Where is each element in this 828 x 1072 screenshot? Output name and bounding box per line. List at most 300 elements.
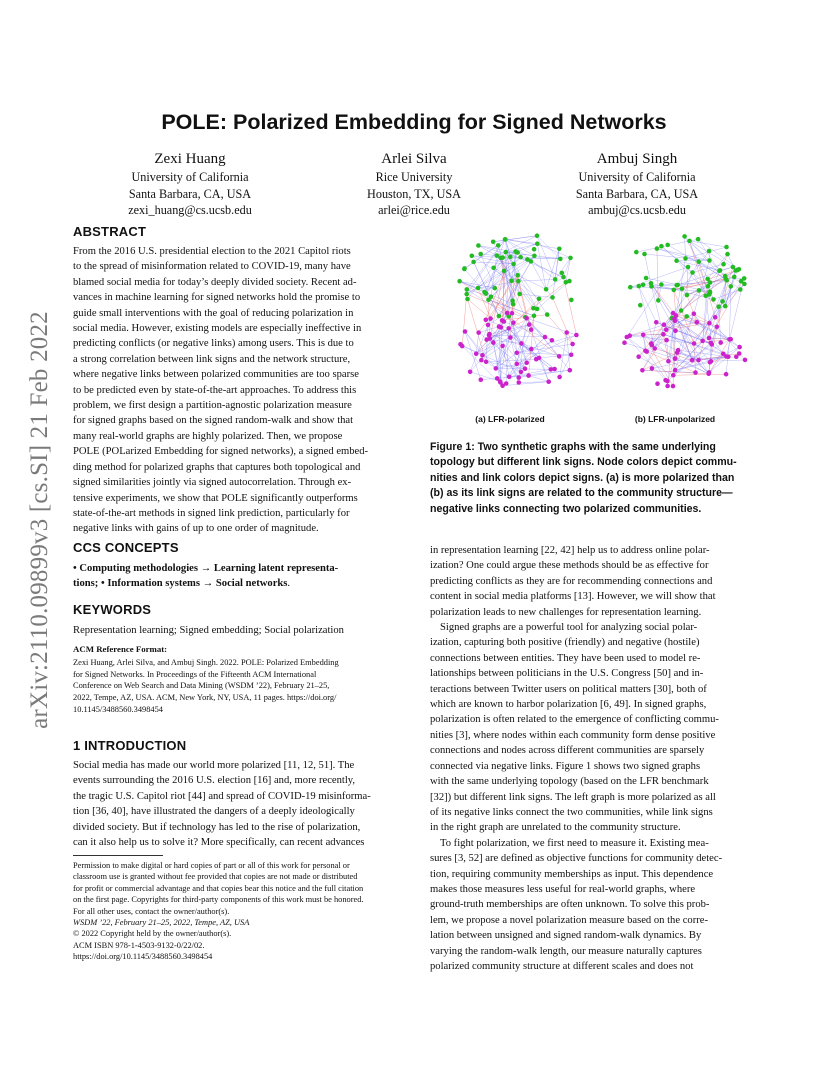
- graph-a-positive-link: [539, 355, 571, 358]
- keywords-text: Representation learning; Signed embedding; Social polarization: [73, 625, 344, 636]
- author-1: [80, 150, 300, 219]
- graph-a-node-community-b: [508, 335, 513, 340]
- graph-b-node-community-b: [721, 352, 726, 357]
- graph-a-node-community-a: [535, 241, 540, 246]
- keywords-section: [73, 602, 400, 638]
- graph-b-node-community-a: [742, 282, 747, 287]
- graph-b-node-community-a: [717, 268, 722, 273]
- graph-a-node-community-a: [502, 269, 507, 274]
- graph-a-node-community-b: [519, 341, 524, 346]
- caption-line: nities and link colors depict signs. (a) is more polarized than: [430, 471, 735, 484]
- text-line: connected via negative links. Figure 1 shows two signed graphs: [430, 760, 701, 772]
- figure-label-b: (b) LFR-unpolarized: [634, 414, 716, 424]
- text-line: lem, we propose a novel polarization measure based on the corre-: [430, 914, 708, 926]
- graph-a-node-community-b: [519, 370, 524, 375]
- graph-a-node-community-b: [568, 368, 573, 373]
- graph-b-node-community-b: [673, 319, 678, 324]
- graph-a-node-community-a: [509, 279, 514, 284]
- arxiv-stamp: arXiv:2110.09899v3 [cs.SI] 21 Feb 2022: [26, 311, 53, 729]
- graph-a-node-community-b: [458, 342, 463, 347]
- graph-b-node-community-a: [682, 234, 687, 239]
- graph-a-node-community-b: [499, 325, 504, 330]
- text-line: with the same underlying topology (based on the LFR benchmark: [430, 776, 709, 788]
- caption-line: Figure 1: Two synthetic graphs with the same underlying: [430, 441, 716, 453]
- graph-a-node-community-a: [470, 254, 475, 259]
- right-column-text: [430, 543, 757, 974]
- graph-b-node-community-b: [692, 341, 697, 346]
- graph-b-node-community-b: [700, 339, 705, 344]
- ccs-section: [73, 540, 400, 592]
- graph-a-node-community-b: [517, 380, 522, 385]
- graph-a-node-community-a: [489, 295, 494, 300]
- graph-a-node-community-a: [457, 279, 462, 284]
- graph-a-node-community-a: [537, 297, 542, 302]
- graph-a-node-community-a: [476, 286, 481, 291]
- text-line: ground-truth memberships are often unknown. To solve this prob-: [430, 899, 710, 911]
- graph-a-node-community-a: [462, 266, 467, 271]
- graph-b-node-community-b: [718, 340, 723, 345]
- graph-b-node-community-a: [708, 290, 713, 295]
- graph-a-node-community-b: [500, 344, 505, 349]
- text-line: 2022, Tempe, AZ, USA. ACM, New York, NY, USA, 11 pages. https://doi.org/: [73, 693, 337, 703]
- text-line: polarization is often related to the emergence of conflicting commu-: [430, 714, 719, 726]
- graph-a-node-community-b: [557, 354, 562, 359]
- graph-a-positive-link: [481, 346, 502, 360]
- graph-b-node-community-b: [696, 358, 701, 363]
- author-email: ambuj@cs.ucsb.edu: [588, 203, 686, 217]
- graph-a-node-community-a: [529, 259, 534, 264]
- graph-a-node-community-a: [513, 249, 518, 254]
- graph-b-node-community-b: [713, 315, 718, 320]
- ccs-line: [73, 576, 400, 591]
- text-line: varying the random-walk length, our measure naturally captures: [430, 945, 702, 957]
- graph-a-node-community-b: [524, 316, 529, 321]
- graph-b-node-community-b: [673, 368, 678, 373]
- graph-b-node-community-a: [679, 308, 684, 313]
- author-affiliation: Rice University: [375, 170, 453, 184]
- text-line: Conference on Web Search and Data Mining (WSDM ’22), February 21–25,: [73, 681, 330, 691]
- graph-a-node-community-b: [550, 338, 555, 343]
- text-line: To fight polarization, we first need to measure it. Existing mea-: [440, 837, 709, 849]
- author-location: Houston, TX, USA: [367, 186, 461, 201]
- graph-b-node-community-b: [692, 311, 697, 316]
- graph-b-node-community-a: [723, 277, 728, 282]
- graph-b-node-community-b: [650, 366, 655, 371]
- graph-b-node-community-b: [737, 345, 742, 350]
- graph-a-positive-link: [546, 249, 559, 289]
- text-line: to be predicted even by state-of-the-art approaches. To address this: [73, 384, 357, 396]
- text-line: where negative links between polarized communities are too sparse: [73, 369, 359, 381]
- text-line: From the 2016 U.S. presidential election to the 2021 Capitol riots: [73, 246, 351, 257]
- text-line: divided society. But if technology has led to the rise of polarization,: [73, 821, 361, 833]
- graph-a-node-community-b: [486, 323, 491, 328]
- text-line: to the spread of misinformation related to COVID-19, many have: [73, 261, 351, 273]
- text-line: ization? One could argue these methods should be as effective for: [430, 560, 709, 572]
- acm-reference-heading: ACM Reference Format:: [73, 644, 168, 654]
- graph-b-node-community-b: [655, 381, 660, 386]
- graph-b-positive-link: [690, 241, 727, 247]
- graph-a-node-community-b: [557, 375, 562, 380]
- text-line: can it also help us to solve it? More specifically, can recent advances: [73, 837, 365, 849]
- text-line: © 2022 Copyright held by the owner/author(s).: [73, 929, 232, 939]
- text-line: tion [36, 40], have illustrated the dangers of a deeply ideologically: [73, 806, 355, 818]
- text-line: blamed social media for today’s deeply divided society. Recent ad-: [73, 276, 357, 288]
- ccs-heading: CCS CONCEPTS: [73, 540, 179, 555]
- graph-b-node-community-a: [697, 288, 702, 293]
- graph-a-node-community-a: [569, 298, 574, 303]
- graph-a-node-community-b: [524, 360, 529, 365]
- graph-b-positive-link: [730, 286, 731, 339]
- graph-a-node-community-b: [546, 379, 551, 384]
- graph-a-node-community-a: [560, 271, 565, 276]
- graph-a-node-community-a: [471, 260, 476, 265]
- graph-a-node-community-b: [543, 335, 548, 340]
- graph-a-node-community-a: [516, 279, 521, 284]
- graph-b-node-community-a: [672, 288, 677, 293]
- text-line: ding method for polarized graphs that captures both topological and: [73, 461, 361, 473]
- text-line: social media. However, existing models are especially ineffective in: [73, 323, 362, 335]
- graph-a-positive-link: [529, 376, 549, 382]
- graph-b-node-community-a: [634, 250, 639, 255]
- text-line: guide small interventions with the goal of reducing polarization in: [73, 307, 354, 319]
- graph-a-node-community-a: [465, 287, 470, 292]
- graph-a-node-community-b: [529, 347, 534, 352]
- graph-b-node-community-a: [696, 259, 701, 264]
- graph-b-node-community-b: [628, 333, 633, 338]
- acm-reference: [73, 644, 400, 716]
- graph-a-positive-link: [496, 346, 503, 369]
- graph-a-positive-link: [539, 358, 549, 382]
- graph-b-node-community-a: [659, 282, 664, 287]
- graph-a-node-community-b: [511, 320, 516, 325]
- graph-b-node-community-a: [638, 303, 643, 308]
- figure-label-a: (a) LFR-polarized: [475, 414, 545, 424]
- text-line: tion, requiring community memberships as input. This dependence: [430, 868, 714, 880]
- graph-b-node-community-b: [671, 384, 676, 389]
- graph-a-node-community-b: [526, 373, 531, 378]
- text-line: which are known to harbor polarization [6, 49]. In signed graphs,: [430, 699, 707, 711]
- figure-caption: [430, 440, 757, 517]
- graph-a-node-community-a: [532, 314, 537, 319]
- graph-a-node-community-b: [517, 375, 522, 380]
- author-email: zexi_huang@cs.ucsb.edu: [128, 203, 252, 217]
- graph-b-node-community-b: [622, 340, 627, 345]
- text-line: in the right graph are unrelated to the community structure.: [430, 822, 681, 834]
- graph-a-node-community-b: [484, 360, 489, 365]
- graph-a-positive-link: [537, 281, 569, 309]
- graph-a-node-community-a: [508, 255, 513, 260]
- graph-a-node-community-a: [553, 277, 558, 282]
- graph-a-node-community-a: [497, 314, 502, 319]
- text-line: on the first page. Copyrights for third-party components of this work must be honored.: [73, 895, 364, 905]
- abstract-heading: ABSTRACT: [73, 224, 147, 239]
- graph-b-node-community-a: [665, 243, 670, 248]
- graph-a-node-community-a: [535, 307, 540, 312]
- graph-b-node-community-a: [684, 314, 689, 319]
- graph-a-node-community-a: [491, 240, 496, 245]
- graph-a-node-community-b: [515, 351, 520, 356]
- graph-a-node-community-b: [463, 329, 468, 334]
- text-line: of its negative links connect the two communities, while link signs: [430, 806, 713, 818]
- ccs-line: • Computing methodologies → Learning latent representa-: [73, 563, 339, 574]
- graph-a-node-community-b: [491, 340, 496, 345]
- graph-a-node-community-a: [484, 291, 489, 296]
- graph-b-node-community-b: [673, 329, 678, 334]
- graph-b-node-community-a: [686, 265, 691, 270]
- text-line: a strong correlation between link signs and the network structure,: [73, 353, 351, 365]
- graph-a-node-community-b: [570, 342, 575, 347]
- graph-b-positive-link: [715, 301, 722, 317]
- text-line: [32]) but different link signs. The left graph is more polarized as all: [430, 791, 716, 803]
- graph-b-positive-link: [630, 325, 664, 336]
- graph-a-node-community-b: [474, 351, 479, 356]
- graph-a-node-community-a: [515, 273, 520, 278]
- graph-b-node-community-a: [690, 270, 695, 275]
- graph-a-node-community-a: [510, 298, 515, 303]
- graph-a-node-community-b: [494, 366, 499, 371]
- text-line: for Signed Networks. In Proceedings of the Fifteenth ACM International: [73, 669, 317, 679]
- graph-a-node-community-a: [511, 262, 516, 267]
- graph-b-positive-link: [674, 273, 692, 319]
- graph-a-positive-link: [537, 236, 555, 280]
- graph-b-node-community-b: [661, 332, 666, 337]
- graph-b-positive-link: [643, 335, 675, 359]
- graph-b-node-community-b: [708, 360, 713, 365]
- text-line: classroom use is granted without fee provided that copies are not made or distributed: [73, 872, 358, 882]
- graph-a-negative-link: [468, 299, 491, 319]
- graph-a-node-community-a: [518, 255, 523, 260]
- graph-b-node-community-a: [732, 275, 737, 280]
- graph-a-node-community-b: [505, 311, 510, 316]
- caption-line: topology but different link signs. Node colors depict commu-: [430, 456, 737, 469]
- graph-a-node-community-a: [568, 256, 573, 261]
- graph-a-node-community-a: [532, 247, 537, 252]
- graph-a-node-community-b: [476, 330, 481, 335]
- text-line: for signed graphs based on the signed random-walk and show that: [73, 415, 354, 427]
- abstract-text: [73, 244, 400, 537]
- graph-b-node-community-a: [738, 287, 743, 292]
- graph-a-positive-link: [564, 258, 571, 277]
- graph-b-node-community-a: [683, 256, 688, 261]
- graph-b-node-community-a: [716, 304, 721, 309]
- graph-a-node-community-a: [532, 254, 537, 259]
- text-line: polarization leads to new challenges for representation learning.: [430, 606, 702, 618]
- graph-b-node-community-a: [707, 258, 712, 263]
- text-line: negative links with gains of up to one order of magnitude.: [73, 523, 319, 535]
- graph-b-node-community-a: [680, 286, 685, 291]
- graph-b-positive-link: [627, 285, 662, 338]
- graph-b-positive-link: [657, 249, 710, 261]
- graph-a-positive-link: [465, 332, 482, 356]
- graph-a-node-community-b: [515, 362, 520, 367]
- graph-b-node-community-b: [707, 336, 712, 341]
- abstract-section: [73, 224, 400, 537]
- text-line: signed similarities jointly via signed autocorrelation. Through ex-: [73, 477, 352, 489]
- graph-b-node-community-b: [671, 373, 676, 378]
- graph-a-node-community-a: [544, 287, 549, 292]
- author-name: Ambuj Singh: [596, 151, 678, 167]
- author-affiliation: University of California: [131, 170, 249, 184]
- graph-a-positive-link: [486, 359, 536, 362]
- text-line: content in social media platforms [13]. However, we will show that: [430, 591, 716, 603]
- graph-b-node-community-a: [659, 244, 664, 249]
- caption-line: negative links connecting two polarized communities.: [430, 502, 702, 515]
- graph-a-node-community-b: [479, 358, 484, 363]
- figure-1-graphs: [440, 230, 760, 410]
- graph-b-node-community-b: [710, 342, 715, 347]
- graph-a-node-community-a: [478, 252, 483, 257]
- graph-a-node-community-b: [479, 377, 484, 382]
- graph-b-node-community-a: [687, 239, 692, 244]
- text-line: Zexi Huang, Arlei Silva, and Ambuj Singh. 2022. POLE: Polarized Embedding: [73, 657, 339, 667]
- graph-b-node-community-b: [707, 370, 712, 375]
- graph-a-negative-link: [513, 282, 565, 322]
- graph-a-node-community-b: [504, 381, 509, 386]
- paragraph: [430, 543, 757, 620]
- graph-b-node-community-b: [665, 384, 670, 389]
- text-line: state-of-the-art methods in signed link prediction, particularly for: [73, 507, 350, 519]
- graph-b-node-community-a: [721, 262, 726, 267]
- graph-a-node-community-a: [504, 250, 509, 255]
- graph-b-node-community-a: [675, 283, 680, 288]
- graph-a-positive-link: [517, 335, 577, 364]
- graph-a-node-community-b: [484, 318, 489, 323]
- graph-b-node-community-a: [644, 276, 649, 281]
- graph-b-node-community-a: [742, 276, 747, 281]
- graph-b-node-community-a: [705, 277, 710, 282]
- graph-a-node-community-b: [549, 367, 554, 372]
- graph-b-positive-link: [726, 339, 730, 356]
- author-name: Zexi Huang: [154, 151, 226, 167]
- graph-a-node-community-b: [523, 366, 528, 371]
- graph-b-positive-link: [723, 286, 731, 301]
- graph-b-node-community-b: [665, 379, 670, 384]
- graph-b-node-community-b: [690, 358, 695, 363]
- text-line: nities [3], where nodes within each community form dense positive: [430, 729, 716, 741]
- graph-a-node-community-b: [534, 357, 539, 362]
- text-line: in representation learning [22, 42] help us to address online polar-: [430, 545, 710, 556]
- text-line: POLE (POLarized Embedding for signed networks), a signed embed-: [73, 446, 369, 458]
- graph-b-node-community-b: [649, 341, 654, 346]
- graph-b-node-community-b: [715, 325, 720, 330]
- graph-b-node-community-b: [707, 321, 712, 326]
- graph-b-node-community-b: [664, 338, 669, 343]
- graph-a-node-community-a: [476, 243, 481, 248]
- graph-b-node-community-b: [641, 333, 646, 338]
- graph-b-node-community-b: [726, 354, 731, 359]
- graph-b-node-community-b: [640, 368, 645, 373]
- graph-b-node-community-a: [641, 283, 646, 288]
- text-line: the tragic U.S. Capitol riot [44] and spread of COVID-19 misinforma-: [73, 790, 371, 802]
- graph-a-node-community-a: [558, 257, 563, 262]
- graph-b-node-community-a: [723, 304, 728, 309]
- graph-a-node-community-b: [564, 330, 569, 335]
- graph-b-node-community-b: [644, 349, 649, 354]
- graph-b-node-community-a: [731, 265, 736, 270]
- introduction-section: [73, 738, 400, 850]
- graph-b-node-community-a: [685, 293, 690, 298]
- graph-b-node-community-b: [664, 327, 669, 332]
- graph-a-node-community-a: [464, 292, 469, 297]
- author-name: Arlei Silva: [381, 151, 447, 167]
- graph-b-node-community-a: [707, 249, 712, 254]
- graph-a-node-community-b: [487, 332, 492, 337]
- text-line: many real-world graphs are highly polarized. Then, we propose: [73, 430, 343, 442]
- text-line: makes those measures less useful for real-world graphs, where: [430, 883, 696, 895]
- graph-a-node-community-b: [507, 326, 512, 331]
- graph-b-node-community-b: [673, 356, 678, 361]
- graph-a-negative-link: [462, 294, 467, 346]
- keywords-heading: KEYWORDS: [73, 602, 152, 617]
- graph-a-node-community-b: [527, 322, 532, 327]
- author-2: [304, 150, 524, 219]
- graph-b-node-community-a: [642, 252, 647, 257]
- graph-a-node-community-a: [517, 292, 522, 297]
- graph-b-node-community-b: [675, 350, 680, 355]
- text-line: ization, capturing both positive (friendly) and negative (hostile): [430, 637, 700, 649]
- graph-a-node-community-a: [503, 237, 508, 242]
- graph-b-node-community-b: [636, 354, 641, 359]
- graph-a-node-community-a: [493, 286, 498, 291]
- graph-a-node-community-b: [529, 327, 534, 332]
- graph-a-node-community-a: [557, 247, 562, 252]
- text-line: tensive experiments, we show that POLE significantly outperforms: [73, 492, 358, 504]
- graph-b-node-community-a: [628, 285, 633, 290]
- graph-b-node-community-a: [711, 297, 716, 302]
- introduction-heading: 1 INTRODUCTION: [73, 738, 187, 753]
- graph-a-node-community-a: [496, 243, 501, 248]
- text-line: connections between entities. They have been used to model re-: [430, 652, 701, 664]
- graph-a-node-community-a: [550, 295, 555, 300]
- conference-line: WSDM ’22, February 21–25, 2022, Tempe, AZ, USA: [73, 918, 250, 928]
- graph-a-node-community-b: [574, 333, 579, 338]
- graph-a-node-community-b: [468, 370, 473, 375]
- graph-b-node-community-a: [674, 258, 679, 263]
- graph-b-node-community-a: [696, 237, 701, 242]
- graph-b-node-community-a: [637, 284, 642, 289]
- paper-title: POLE: Polarized Embedding for Signed Networks: [161, 110, 667, 134]
- graph-b-node-community-b: [666, 359, 671, 364]
- ccs-period: .: [287, 578, 291, 590]
- text-line: lation between unsigned and signed random-walk dynamics. By: [430, 930, 702, 942]
- paragraph: [430, 836, 757, 975]
- text-line: events surrounding the 2016 U.S. election [16] and, more recently,: [73, 775, 356, 787]
- graph-a-node-community-b: [498, 379, 503, 384]
- graph-b-negative-link: [673, 374, 726, 375]
- graph-b-node-community-a: [720, 299, 725, 304]
- text-line: Signed graphs are a powerful tool for analyzing social polar-: [440, 622, 698, 634]
- graph-a-node-community-b: [488, 336, 493, 341]
- graph-b-node-community-a: [724, 245, 729, 250]
- graph-a-node-community-b: [502, 319, 507, 324]
- text-line: Permission to make digital or hard copies of part or all of this work for personal or: [73, 861, 350, 870]
- author-affiliation: University of California: [578, 170, 696, 184]
- text-line: predicting conflicts (or negative links) among users. This is due to: [73, 338, 354, 350]
- graph-b-node-community-b: [724, 372, 729, 377]
- graph-a-node-community-b: [488, 316, 493, 321]
- graph-b-node-community-b: [662, 322, 667, 327]
- text-line: polarized community structure at different scales and does not: [430, 960, 694, 972]
- graph-a-node-community-b: [507, 375, 512, 380]
- graph-b-node-community-a: [725, 252, 730, 257]
- author-location: Santa Barbara, CA, USA: [575, 186, 699, 201]
- footnote-rule: [73, 855, 163, 856]
- graph-b-node-community-b: [693, 370, 698, 375]
- text-line: For all other uses, contact the owner/author(s).: [73, 906, 230, 916]
- graph-b-node-community-b: [695, 320, 700, 325]
- graph-b-node-community-b: [654, 320, 659, 325]
- text-line: Social media has made our world more polarized [11, 12, 51]. The: [73, 760, 355, 771]
